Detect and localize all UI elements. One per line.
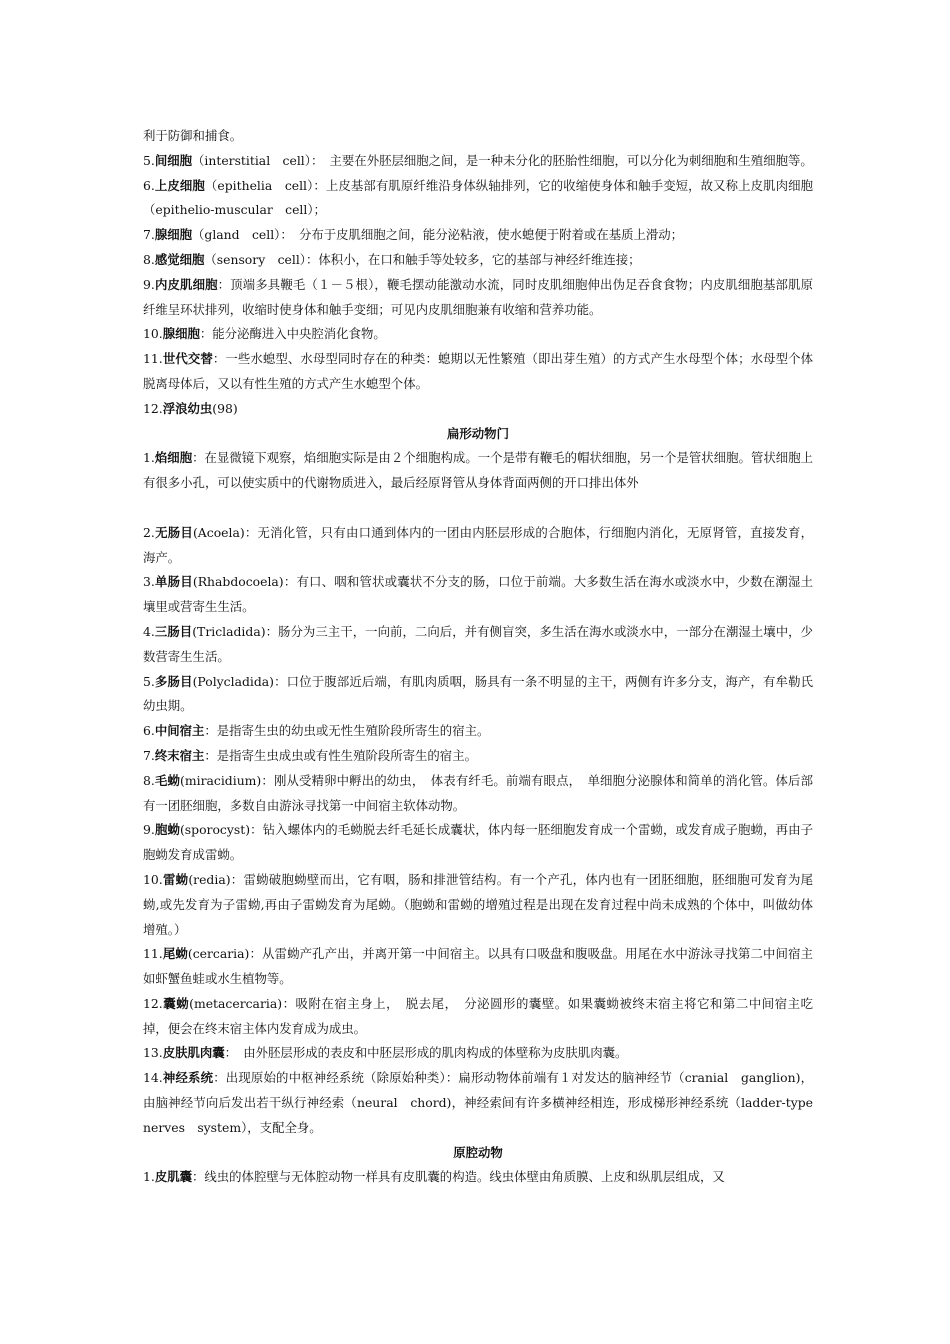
definition-item <box>143 347 813 397</box>
blank-line <box>143 496 813 521</box>
definition-item <box>143 446 813 496</box>
item-term: 无肠目 <box>154 524 193 540</box>
continuation-line <box>143 124 813 149</box>
section-heading-platyhelminthes: 扁形动物门 <box>447 425 509 441</box>
item-number: 8. <box>143 772 155 788</box>
definition-item <box>143 620 813 670</box>
item-definition: ：线虫的体腔壁与无体腔动物一样具有皮肌囊的构造。线虫体壁由角质膜、上皮和纵肌层组成，又 <box>192 1169 725 1185</box>
item-number: 5. <box>143 152 155 168</box>
item-term: 腺细胞 <box>162 326 200 342</box>
item-term: 世代交替 <box>162 351 213 367</box>
item-term: 腺细胞 <box>154 227 192 243</box>
item-definition: (redia)：雷蚴破胞蚴壁而出，它有咽，肠和排泄管结构。有一个产孔，体内也有一团胚细胞，胚细胞可发育为尾蚴,或先发育为子雷蚴,再由子雷蚴发育为尾蚴。（胞蚴和雷蚴的增殖过程是出现在发育过程中尚未成熟的个体中，叫做幼体增殖。） <box>143 871 813 937</box>
item-definition: (Tricladida)：肠分为三主干，一向前，二向后，并有侧盲突，多生活在海水或淡水中，一部分在潮湿土壤中，少数营寄生生活。 <box>143 623 814 664</box>
item-definition: (miracidium)：刚从受精卵中孵出的幼虫， 体表有纤毛。前端有眼点， 单细胞分泌腺体和简单的消化管。体后部有一团胚细胞，多数自由游泳寻找第一中间宿主软体动物。 <box>143 772 813 813</box>
item-definition: ：是指寄生虫的幼虫或无性生殖阶段所寄生的宿主。 <box>204 723 490 739</box>
item-number: 2. <box>143 524 155 540</box>
definition-item <box>143 322 813 347</box>
item-definition: ：在显微镜下观察，焰细胞实际是由２个细胞构成。一个是带有鞭毛的帽状细胞，另一个是管状细胞。管状细胞上有很多小孔，可以使实质中的代谢物质进入，最后经原肾管从身体背面两侧的开口排出体外 <box>143 450 814 491</box>
item-number: 4. <box>143 623 155 639</box>
item-number: 1. <box>143 1169 155 1185</box>
definition-item <box>143 769 813 819</box>
item-term: 皮肌囊 <box>154 1169 192 1185</box>
item-number: 14. <box>143 1070 163 1086</box>
definition-item <box>143 868 813 942</box>
definition-item <box>143 397 813 422</box>
definition-item <box>143 1041 813 1066</box>
item-definition: （sensory cell）：体积小，在口和触手等处较多，它的基部与神经纤维连接； <box>204 251 641 267</box>
item-number: 3. <box>143 574 155 590</box>
item-term: 皮肤肌肉囊 <box>162 1045 225 1061</box>
section-heading-pseudocoelomates: 原腔动物 <box>453 1144 503 1160</box>
item-term: 焰细胞 <box>154 450 193 466</box>
definition-item <box>143 570 813 620</box>
definition-item <box>143 223 813 248</box>
item-definition: ：能分泌酶进入中央腔消化食物。 <box>199 326 386 342</box>
definition-item <box>143 992 813 1042</box>
definition-item <box>143 719 813 744</box>
item-term: 尾蚴 <box>162 946 188 962</box>
item-term: 中间宿主 <box>154 723 205 739</box>
item-number: 5. <box>143 673 155 689</box>
item-number: 6. <box>143 723 155 739</box>
item-term: 内皮肌细胞 <box>154 276 218 292</box>
item-number: 7. <box>143 747 155 763</box>
definition-item <box>143 149 813 174</box>
item-number: 11. <box>143 946 163 962</box>
item-number: 8. <box>143 251 155 267</box>
item-term: 雷蚴 <box>162 871 189 887</box>
item-term: 囊蚴 <box>162 995 190 1011</box>
item-term: 多肠目 <box>154 673 193 689</box>
item-number: 13. <box>143 1045 163 1061</box>
item-term: 神经系统 <box>162 1070 214 1086</box>
definition-item <box>143 942 813 992</box>
item-definition: ：一些水螅型、水母型同时存在的种类：螅期以无性繁殖（即出芽生殖）的方式产生水母型个体；水母型个体脱离母体后，又以有性生殖的方式产生水螅型个体。 <box>143 351 814 391</box>
definition-item <box>143 670 813 720</box>
definition-item <box>143 818 813 868</box>
item-number: 7. <box>143 227 155 243</box>
item-definition: ：顶端多具鞭毛（１－５根），鞭毛摆动能激动水流，同时皮肌细胞伸出伪足吞食食物；内皮肌细胞基部肌原纤维呈环状排列，收缩时使身体和触手变细；可见内皮肌细胞兼有收缩和营养功能。 <box>143 276 813 317</box>
definition-item <box>143 174 813 224</box>
item-definition: (metacercaria)：吸附在宿主身上， 脱去尾， 分泌圆形的囊壁。如果囊蚴被终末宿主将它和第二中间宿主吃掉，便会在终末宿主体内发育成为成虫。 <box>143 995 813 1036</box>
item-definition: （gland cell）： 分布于皮肌细胞之间，能分泌粘液，使水螅便于附着或在基质上滑动； <box>192 227 684 243</box>
item-number: 9. <box>143 822 155 838</box>
item-number: 11. <box>143 351 163 367</box>
item-term: 感觉细胞 <box>154 251 205 267</box>
continuation-text: 利于防御和捕食。 <box>143 128 243 143</box>
definition-item <box>143 1066 826 1140</box>
item-term: 胞蚴 <box>154 822 180 838</box>
definition-item <box>143 521 813 571</box>
item-number: 9. <box>143 276 155 292</box>
item-definition: （epithelia cell）：上皮基部有肌原纤维沿身体纵轴排列，它的收缩使身体和触手变短，故又称上皮肌肉细胞（epithelio-muscular cell）； <box>143 177 813 218</box>
item-term: 单肠目 <box>154 574 193 590</box>
item-term: 三肠目 <box>154 623 193 639</box>
item-definition: (Acoela)：无消化管，只有由口通到体内的一团由内胚层形成的合胞体，行细胞内消化，无原肾管，直接发育，海产。 <box>143 524 814 565</box>
item-number: 6. <box>143 177 155 193</box>
item-definition: (sporocyst)：钻入螺体内的毛蚴脱去纤毛延长成囊状，体内每一胚细胞发育成一个雷蚴，或发育成子胞蚴，再由子胞蚴发育成雷蚴。 <box>143 822 814 863</box>
definition-item <box>143 744 813 769</box>
item-definition: (cercaria)：从雷蚴产孔产出，并离开第一中间宿主。以具有口吸盘和腹吸盘。用尾在水中游泳寻找第二中间宿主如虾蟹鱼蛙或水生植物等。 <box>143 946 813 987</box>
item-number: 12. <box>143 400 163 416</box>
item-term: 上皮细胞 <box>154 177 205 193</box>
document-page <box>143 124 826 1190</box>
item-term: 浮浪幼虫 <box>162 400 213 416</box>
item-term: 毛蚴 <box>154 772 181 788</box>
item-definition: (Polycladida)：口位于腹部近后端，有肌肉质咽，肠具有一条不明显的主干，两侧有许多分支，海产，有牟勒氏幼虫期。 <box>143 673 813 714</box>
definition-item <box>143 248 813 273</box>
item-number: 10. <box>143 326 163 342</box>
item-definition: ： 由外胚层形成的表皮和中胚层形成的肌肉构成的体壁称为皮肤肌肉囊。 <box>224 1045 628 1061</box>
item-definition: (Rhabdocoela)：有口、咽和管状或囊状不分支的肠，口位于前端。大多数生活在海水或淡水中，少数在潮湿土壤里或营寄生生活。 <box>143 574 813 615</box>
item-number: 1. <box>143 450 155 466</box>
item-definition: ：出现原始的中枢神经系统（除原始种类）：扁形动物体前端有１对发达的脑神经节（cranial ganglion)，由脑神经节向后发出若干纵行神经索（neural chord)，神经索间有许多横神经相连，形成梯形神经系统（ladder-type nerves system），支配全身。 <box>143 1070 826 1135</box>
item-definition: （interstitial cell）： 主要在外胚层细胞之间，是一种未分化的胚胎性细胞，可以分化为刺细胞和生殖细胞等。 <box>192 152 813 168</box>
item-number: 10. <box>143 871 163 887</box>
definition-item <box>143 1165 813 1190</box>
item-number: 12. <box>143 995 163 1011</box>
item-term: 终末宿主 <box>154 747 205 763</box>
item-term: 间细胞 <box>154 152 192 168</box>
item-definition: (98) <box>212 400 238 416</box>
definition-item <box>143 273 813 323</box>
item-definition: ：是指寄生虫成虫或有性生殖阶段所寄生的宿主。 <box>204 747 477 763</box>
